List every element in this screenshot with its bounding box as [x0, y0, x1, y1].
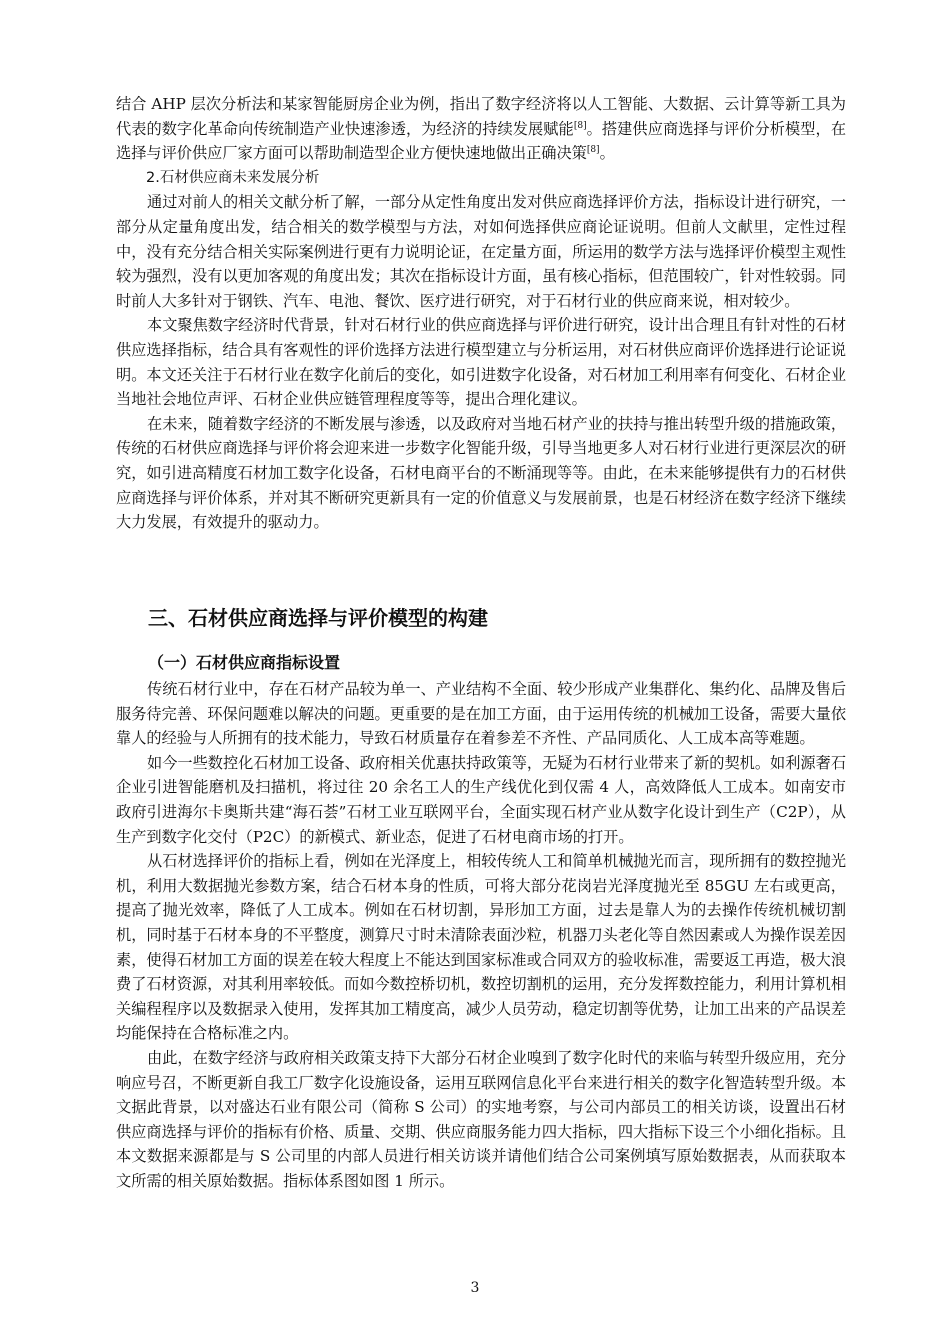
paragraph: 由此，在数字经济与政府相关政策支持下大部分石材企业嗅到了数字化时代的来临与转型升级应用，充分响应号召，不断更新自我工厂数字化设施设备，运用互联网信息化平台来进行相关的数字化智造转型升级。本文据此背景，以对盛达石业有限公司（简称 S 公司）的实地考察，与公司内部员工的相关访谈，设置出石材供应商选择与评价的指标有价格、质量、交期、供应商服务能力四大指标，四大指标下设三个小细化指标。且本文数据来源都是与 S 公司里的内部人员进行相关访谈并请他们结合公司案例填写原始数据表，从而获取本文所需的相关原始数据。指标体系图如图 1 所示。 [116, 1048, 846, 1190]
paragraph: 在未来，随着数字经济的不断发展与渗透，以及政府对当地石材产业的扶持与推出转型升级的措施政策，传统的石材供应商选择与评价将会迎来进一步数字化智能升级，引导当地更多人对石材行业进行更深层次的研究，如引进高精度石材加工数字化设备，石材电商平台的不断涌现等等。由此，在未来能够提供有力的石材供应商选择与评价体系，并对其不断研究更新具有一定的价值意义与发展前景，也是石材经济在数字经济下继续大力发展，有效提升的驱动力。 [116, 414, 846, 532]
text-span: 。搭建供应商选择与评价分析模型，在选择与评价供应厂家方面可以帮助制造型企业方便快速地做出正确决策 [116, 119, 847, 163]
section-heading: 三、石材供应商选择与评价模型的构建 [148, 606, 488, 630]
paragraph: 如今一些数控化石材加工设备、政府相关优惠扶持政策等，无疑为石材行业带来了新的契机。如利源奢石企业引进智能磨机及扫描机，将过往 20 余名工人的生产线优化到仅需 4 人，高效降低人工成本。如南安市政府引进海尔卡奥斯共建“海石荟”石材工业互联网平台，全面实现石材产业从数字化设计到生产（C2P），从生产到数字化交付（P2C）的新模式、新业态，促进了石材电商市场的打开。 [116, 753, 846, 846]
subsection-heading: （一）石材供应商指标设置 [148, 653, 341, 672]
subheading-2: 2.石材供应商未来发展分析 [146, 169, 320, 186]
paragraph: 通过对前人的相关文献分析了解，一部分从定性角度出发对供应商选择评价方法，指标设计进行研究，一部分从定量角度出发，结合相关的数学模型与方法，对如何选择供应商论证说明。但前人文献里，定性过程中，没有充分结合相关实际案例进行更有力说明论证，在定量方面，所运用的数学方法与选择评价模型主观性较为强烈，没有以更加客观的角度出发；其次在指标设计方面，虽有核心指标，但范围较广，针对性较弱。同时前人大多针对于钢铁、汽车、电池、餐饮、医疗进行研究，对于石材行业的供应商来说，相对较少。 [116, 193, 846, 310]
paragraph-continued [116, 92, 846, 166]
section-body [116, 677, 846, 1193]
paragraph: 传统石材行业中，存在石材产品较为单一、产业结构不全面、较少形成产业集群化、集约化、品牌及售后服务待完善、环保问题难以解决的问题。更重要的是在加工方面，由于运用传统的机械加工设备，需要大量依靠人的经验与人所拥有的技术能力，导致石材质量存在着参差不齐性、产品同质化、人工成本高等难题。 [116, 680, 846, 748]
page-number: 3 [470, 1280, 480, 1296]
text-span: 结合 AHP 层次分析法和某家智能厨房企业为例，指出了数字经济将以人工智能、大数据、云计算等新工具为代表的数字化革命向传统制造产业快速渗透，为经济的持续发展赋能 [116, 95, 846, 138]
text-span: 。 [599, 144, 615, 163]
top-text-block [116, 92, 846, 535]
citation: [8] [573, 120, 587, 131]
paragraph: 本文聚焦数字经济时代背景，针对石材行业的供应商选择与评价进行研究，设计出合理且有针对性的石材供应选择指标，结合具有客观性的评价选择方法进行模型建立与分析运用，对石材供应商评价选择进行论证说明。本文还关注于石材行业在数字化前后的变化，如引进数字化设备，对石材加工利用率有何变化、石材企业当地社会地位声评、石材企业供应链管理程度等等，提出合理化建议。 [116, 316, 846, 409]
citation: [8] [586, 145, 600, 156]
paragraph: 从石材选择评价的指标上看，例如在光泽度上，相较传统人工和简单机械抛光而言，现所拥有的数控抛光机，利用大数据抛光参数方案，结合石材本身的性质，可将大部分花岗岩光泽度抛光至 85GU 左右或更高，提高了抛光效率，降低了人工成本。例如在石材切割，异形加工方面，过去是靠人为的去操作传统机械切割机，同时基于石材本身的不平整度，测算尺寸时未清除表面沙粒，机器刀头老化等自然因素或人为操作误差因素，使得石材加工方面的误差在较大程度上不能达到国家标准或合同双方的验收标准，需要返工再造，极大浪费了石材资源，对其利用率较低。而如今数控桥切机，数控切割机的运用，充分发挥数控能力，利用计算机相关编程程序以及数据录入使用，发挥其加工精度高，减少人员劳动，稳定切割等优势，让加工出来的产品误差均能保持在合格标准之内。 [116, 852, 846, 1043]
